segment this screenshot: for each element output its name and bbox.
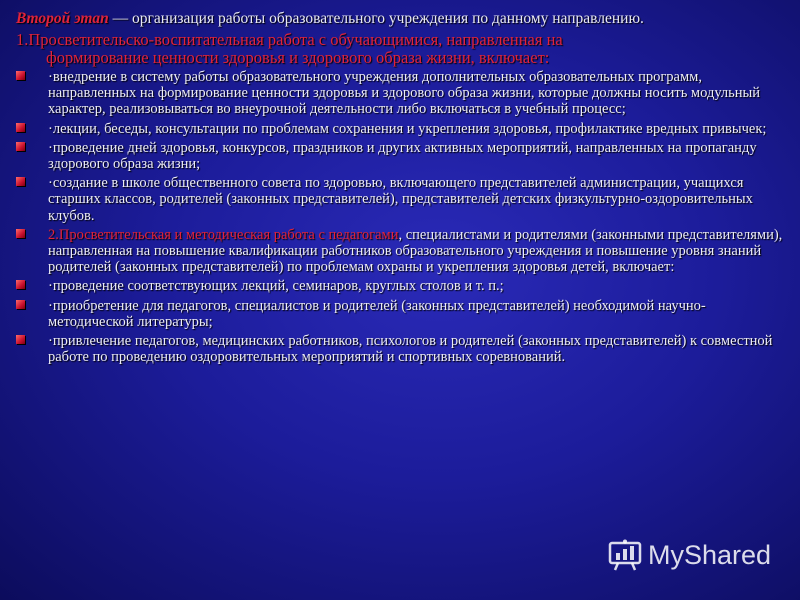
bullet-icon [16, 71, 25, 80]
list-item: ·внедрение в систему работы образовательного учреждения дополнительных образовательных программ, направленных на формирование ценности здоровья и здорового образа жизни, которые должны носить модульный характер, реализовываться во внеурочной деятельности либо включаться в учебный процесс; [16, 69, 786, 118]
bullet-icon [16, 300, 25, 309]
section1-title [16, 31, 786, 67]
bullet-icon [16, 229, 25, 238]
bullet-icon [16, 335, 25, 344]
bullet-icon [16, 177, 25, 186]
slide-content [16, 10, 786, 368]
list-item: ·создание в школе общественного совета по здоровью, включающего представителей администрации, учащихся старших классов, родителей (законных представителей), представителей детских физкультурно-оздоровительных клубов. [16, 175, 786, 224]
bullet-icon [16, 142, 25, 151]
section1-title-line1: 1.Просветительско-воспитательная работа с обучающимися, направленная на [16, 30, 563, 49]
list-item: ·привлечение педагогов, медицинских работников, психологов и родителей (законных представителей) к совместной работе по проведению оздоровительных мероприятий и спортивных соревнований. [16, 333, 786, 365]
watermark-text: MyShared [648, 539, 772, 570]
section2-title: 2.Просветительская и методическая работа с педагогами [48, 226, 399, 243]
list-item: ·проведение соответствующих лекций, семинаров, круглых столов и т. п.; [16, 278, 786, 294]
watermark [608, 538, 771, 572]
stage-heading [16, 10, 786, 28]
stage-label: Второй этап [16, 10, 109, 27]
myshared-logo-icon [608, 539, 642, 571]
section2-description: , специалистами и родителями (законными представителями), направленная на повышение квалификации работников образовательного учреждения и повышение уровня знаний родителей (законных представителей) по проблемам охраны и укрепления здоровья детей, включает: [48, 226, 783, 276]
section2-paragraph [16, 227, 786, 276]
list-item: ·лекции, беседы, консультации по проблемам сохранения и укрепления здоровья, профилактике вредных привычек; [16, 121, 786, 137]
stage-description: — организация работы образовательного учреждения по данному направлению. [108, 10, 644, 27]
bullet-icon [16, 123, 25, 132]
list-item: ·приобретение для педагогов, специалистов и родителей (законных представителей) необходимой научно-методической литературы; [16, 298, 786, 330]
bullet-icon [16, 280, 25, 289]
list-item: ·проведение дней здоровья, конкурсов, праздников и других активных мероприятий, направленных на пропаганду здорового образа жизни; [16, 140, 786, 172]
section1-title-line2: формирование ценности здоровья и здорового образа жизни, включает: [46, 48, 550, 67]
section1-list [16, 69, 786, 224]
section2-block [16, 227, 786, 366]
